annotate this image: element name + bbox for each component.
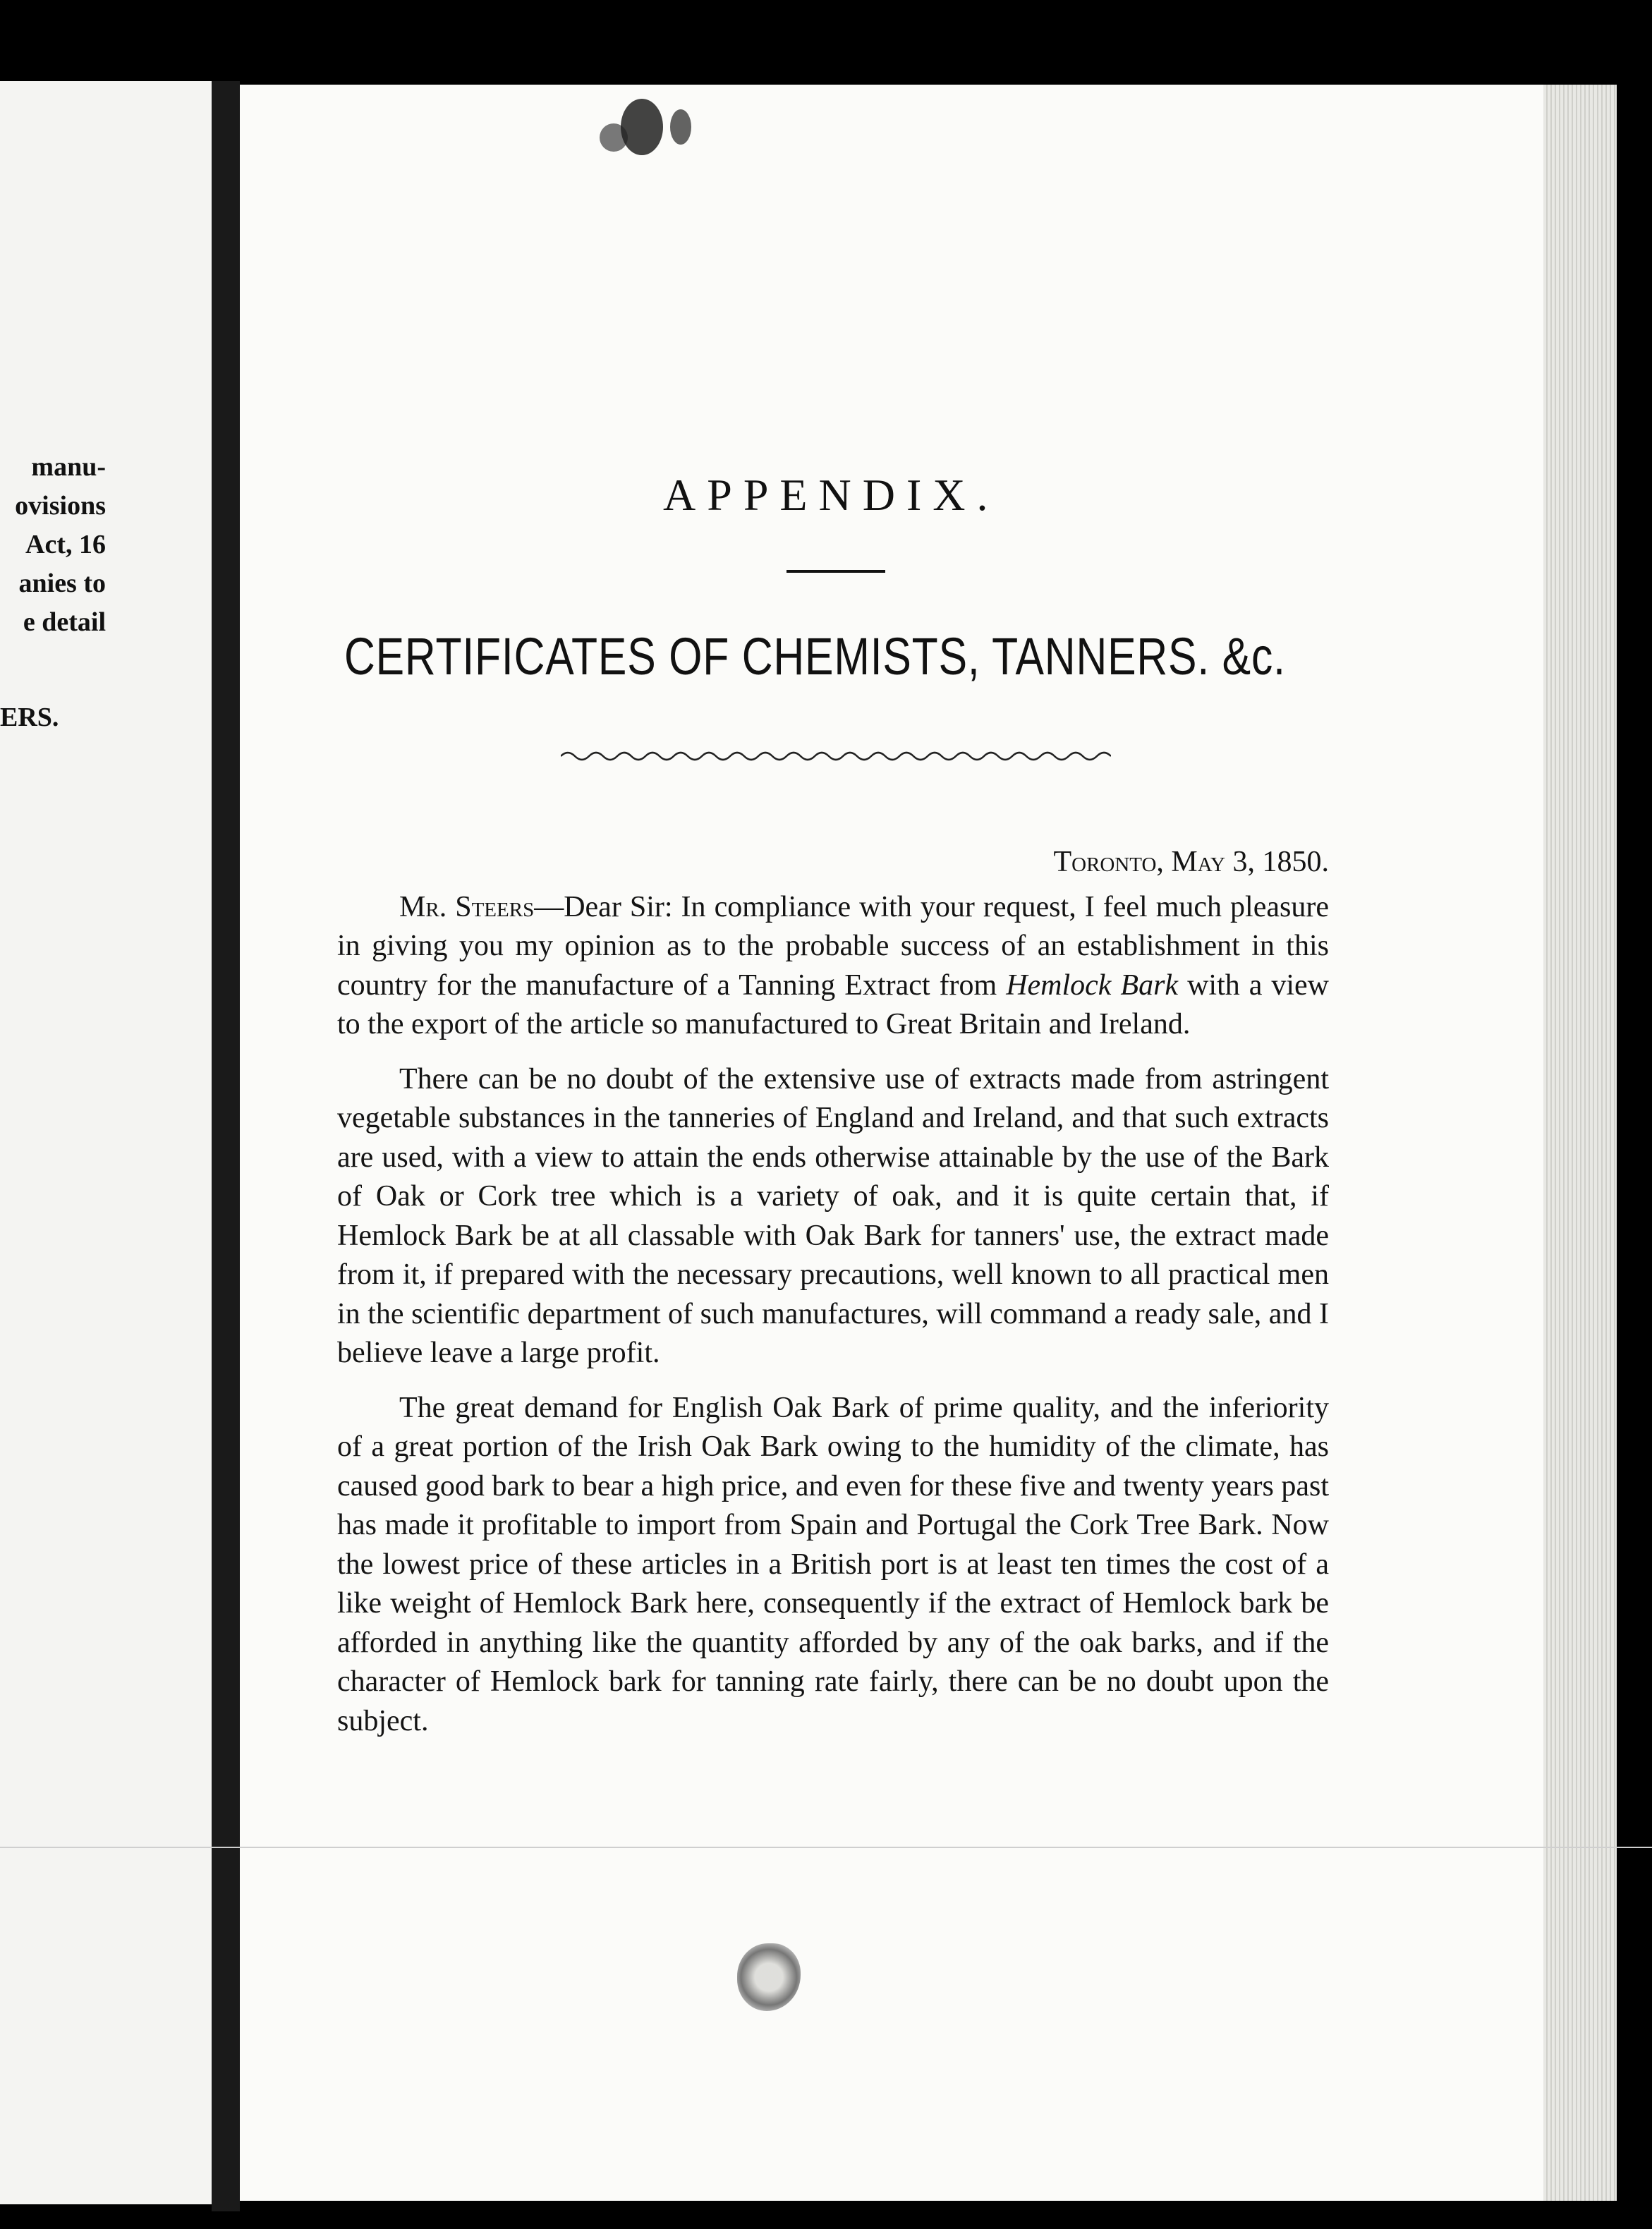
certificates-title: CERTIFICATES OF CHEMISTS, TANNERS. &c. — [344, 627, 1286, 686]
italic-term: Hemlock Bark — [1006, 968, 1179, 1002]
ink-blot — [621, 99, 663, 155]
facing-line: ovisions — [15, 491, 106, 521]
facing-page — [0, 81, 212, 2204]
facing-page-text — [0, 448, 106, 642]
facing-footer: ERS. — [0, 703, 59, 732]
facing-line: anies to — [18, 569, 106, 598]
dateline: Toronto, May 3, 1850. — [1053, 846, 1329, 878]
salutation-name: Mr. Steers — [399, 890, 535, 923]
facing-line: manu- — [31, 452, 106, 482]
paragraph-2: There can be no doubt of the extensive use of extracts made from astringent vegetable substances in the tanneries of England and Ireland, and that such extracts are used, with a view to attain the ends otherwise attainable by the use of the Bark of Oak or Cork tree which is a variety of oak, and it is quite certain that, if Hemlock Bark be at all classable with Oak Bark for tanners' use, the extract made from it, if prepared with the necessary precautions, well known to all practical men in the scientific department of such manufactures, will command a ready sale, and I believe leave a large profit. — [337, 1062, 1329, 1369]
letter-body — [337, 843, 1329, 1741]
appendix-heading: APPENDIX. — [663, 470, 1000, 520]
ornamental-rule — [561, 748, 1111, 765]
scan-line — [0, 1847, 1652, 1848]
facing-line: Act, 16 — [25, 530, 106, 559]
paragraph-1: Mr. Steers—Dear Sir: In compliance with your request, I feel much pleasure in giving you my opinion as to the probable success of an establishment in this country for the manufacture of a Tanning Extract from Hemlock Bark with a view to the export of the article so manufactured to Great Britain and Ireland. — [337, 890, 1330, 1040]
facing-line: e detail — [23, 607, 106, 637]
page-edge — [1543, 85, 1617, 2201]
book-gutter — [212, 81, 240, 2211]
ink-blot — [600, 123, 628, 152]
paragraph-3: The great demand for English Oak Bark of prime quality, and the inferiority of a great portion of the Irish Oak Bark owing to the humidity of the climate, has caused good bark to bear a high price, and even for these five and twenty years past has made it profitable to import from Spain and Portugal the Cork Tree Bark. Now the lowest price of these articles in a British port is at least ten times the cost of a like weight of Hemlock Bark here, consequently if the extract of Hemlock bark be afforded in anything like the quantity afforded by any of the oak barks, and if the character of Hemlock bark for tanning rate fairly, there can be no doubt upon the subject. — [337, 1391, 1329, 1737]
heading-rule — [786, 570, 885, 573]
ink-blot — [670, 109, 691, 145]
